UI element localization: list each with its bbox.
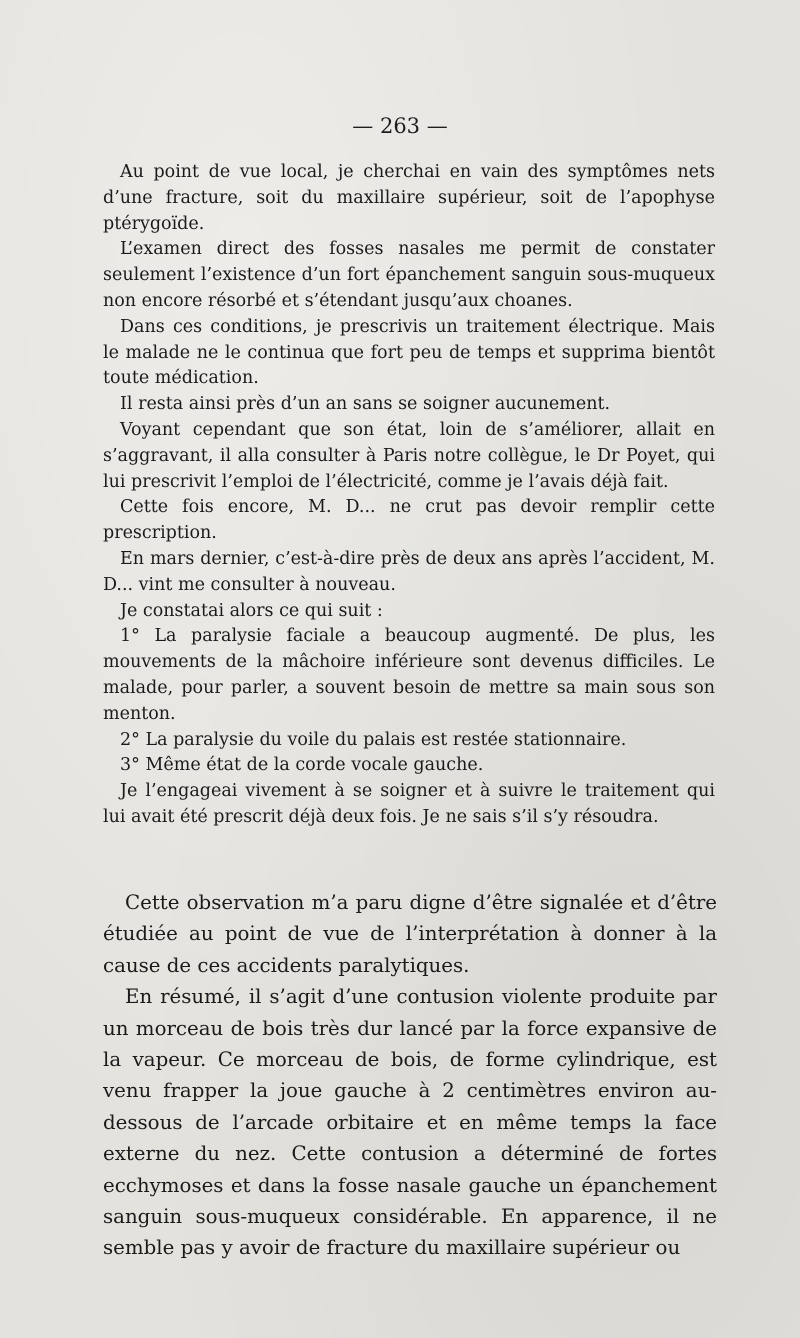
page-number: — 263 — <box>352 114 448 138</box>
list-item: 1° La paralysie faciale a beaucoup augmenté. De plus, les mouvements de la mâchoire inférieure sont devenus difficiles. Le malade, pour parler, a souvent besoin de mettre sa main sous son menton. <box>103 626 715 724</box>
paragraph: Cette observation m’a paru digne d’être signalée et d’être étudiée au point de vue de l’interprétation à donner à la cause de ces accidents paralytiques. <box>103 891 717 977</box>
paragraph: Dans ces conditions, je prescrivis un traitement électrique. Mais le malade ne le continua que fort peu de temps et supprima bientôt toute médication. <box>103 316 715 389</box>
paragraph: Je constatai alors ce qui suit : <box>120 600 383 621</box>
discussion-text <box>103 887 717 1264</box>
paragraph: Il resta ainsi près d’un an sans se soigner aucunement. <box>120 394 611 415</box>
paragraph: Au point de vue local, je cherchai en vain des symptômes nets d’une fracture, soit du maxillaire supérieur, soit de l’apophyse ptérygoïde. <box>103 162 715 234</box>
paragraph: En mars dernier, c’est-à-dire près de deux ans après l’accident, M. D... vint me consulter à nouveau. <box>103 548 715 595</box>
list-item: 2° La paralysie du voile du palais est restée stationnaire. <box>120 729 627 750</box>
paragraph: Voyant cependant que son état, loin de s’améliorer, allait en s’aggravant, il alla consulter à Paris notre collègue, le Dr Poyet, qui lui prescrivit l’emploi de l’électricité, comme je l’avais déjà fait. <box>103 419 715 492</box>
paragraph: Je l’engageai vivement à se soigner et à suivre le traitement qui lui avait été prescrit déjà deux fois. Je ne sais s’il s’y résoudra. <box>103 781 715 827</box>
paragraph: L’examen direct des fosses nasales me permit de constater seulement l’existence d’un fort épanchement sanguin sous-muqueux non encore résorbé et s’étendant jusqu’aux choanes. <box>103 239 715 311</box>
case-report-text <box>103 160 715 831</box>
paragraph: Cette fois encore, M. D... ne crut pas devoir remplir cette prescription. <box>103 497 715 544</box>
paragraph: En résumé, il s’agit d’une contusion violente produite par un morceau de bois très dur lancé par la force expansive de la vapeur. Ce morceau de bois, de forme cylindrique, est venu frapper la joue gauche à 2 centimètres environ au-dessous de l’arcade orbitaire et en même temps la face externe du nez. Cette contusion a déterminé de fortes ecchymoses et dans la fosse nasale gauche un épanchement sanguin sous-muqueux considérable. En apparence, il ne semble pas y avoir de fracture du maxillaire supérieur ou <box>103 985 717 1260</box>
list-item: 3° Même état de la corde vocale gauche. <box>120 755 484 776</box>
